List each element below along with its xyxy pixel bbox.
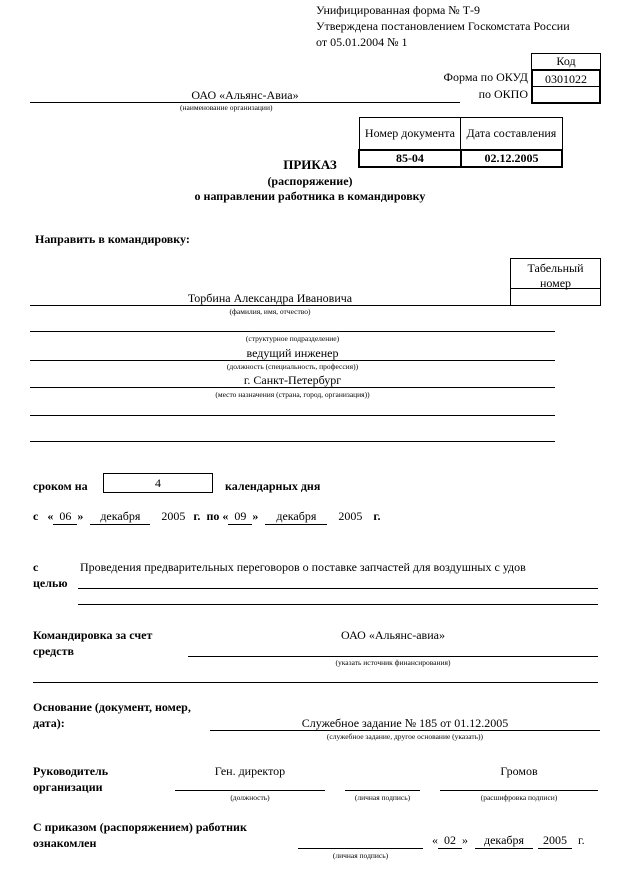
term-days-box: [103, 473, 213, 493]
department-caption: (структурное подразделение): [245, 334, 340, 343]
ack-year: 2005: [538, 833, 572, 849]
destination-value: г. Санкт-Петербург: [243, 373, 342, 387]
period-from-day: 06: [53, 509, 77, 525]
department-underline: [30, 331, 555, 332]
code-header: Код: [531, 53, 601, 70]
head-name: Громов: [500, 764, 538, 778]
ack-label-1: С приказом (распоряжением) работник: [33, 820, 247, 834]
basis-label-1: Основание (документ, номер,: [33, 700, 191, 714]
page-title: ПРИКАЗ: [283, 157, 337, 172]
ack-label-2: ознакомлен: [33, 836, 97, 850]
funding-label-2: средств: [33, 644, 74, 658]
period-row: с « 06 » декабря 2005 г. по « 09 » декабря 2005 г.: [33, 509, 381, 523]
form-header-line3: от 05.01.2004 № 1: [316, 35, 408, 49]
destination-underline: [30, 387, 555, 388]
tabel-number-header: Табельный номер: [527, 261, 584, 290]
ack-month: декабря: [475, 833, 533, 849]
organization-caption: (наименование организации): [180, 103, 273, 112]
purpose-underline-1: [78, 588, 598, 589]
doc-number-value: 85-04: [359, 150, 461, 167]
head-signature-line: [345, 790, 420, 791]
okpo-code-cell: [531, 86, 601, 104]
form-header-line1: Унифицированная форма № Т-9: [316, 3, 481, 17]
basis-caption: (служебное задание, другое основание (указать)): [326, 732, 484, 741]
form-header-line2: Утверждена постановлением Госкомстата России: [316, 19, 570, 33]
okud-code-cell: 0301022: [531, 69, 601, 87]
destination-extra-line-2: [30, 441, 555, 442]
funding-label-1: Командировка за счет: [33, 628, 153, 642]
head-name-caption: (расшифровка подписи): [480, 793, 558, 802]
employee-name-underline: [30, 305, 510, 306]
ack-date-row: « 02 » декабря 2005 г.: [432, 833, 585, 847]
organization-name: ОАО «Альянс-Авиа»: [191, 88, 299, 102]
head-name-underline: [440, 790, 598, 791]
period-to-day: 09: [228, 509, 252, 525]
destination-caption: (место назначения (страна, город, организация)): [215, 390, 370, 399]
head-position-caption: (должность): [230, 793, 270, 802]
okud-label: Форма по ОКУД: [443, 70, 528, 84]
head-position: Ген. директор: [214, 764, 286, 778]
position-underline: [30, 360, 555, 361]
position-value: ведущий инженер: [246, 346, 339, 360]
basis-value: Служебное задание № 185 от 01.12.2005: [301, 716, 509, 730]
employee-name: Торбина Александра Ивановича: [187, 291, 353, 305]
doc-number-header: Номер документа: [359, 118, 461, 150]
head-position-underline: [175, 790, 325, 791]
period-to-year: 2005: [338, 509, 363, 523]
funding-value: ОАО «Альянс-авиа»: [341, 628, 445, 642]
head-label-1: Руководитель: [33, 764, 109, 778]
doc-date-header: Дата составления: [461, 118, 562, 150]
term-unit: календарных дня: [225, 479, 321, 493]
head-label-2: организации: [33, 780, 103, 794]
term-days-value: 4: [155, 476, 161, 490]
funding-caption: (указать источник финансирования): [335, 658, 451, 667]
send-label: Направить в командировку:: [35, 232, 190, 246]
doc-date-value: 02.12.2005: [461, 150, 562, 167]
position-caption: (должность (специальность, профессия)): [226, 362, 359, 371]
basis-label-2: дата):: [33, 716, 65, 730]
period-to-month: декабря: [265, 509, 327, 525]
page-description: о направлении работника в командировку: [194, 189, 426, 203]
term-label: сроком на: [33, 479, 88, 493]
ack-signature-caption: (личная подпись): [332, 851, 389, 860]
destination-extra-line-1: [30, 415, 555, 416]
period-from-year: 2005: [161, 509, 186, 523]
head-signature-caption: (личная подпись): [354, 793, 411, 802]
employee-name-caption: (фамилия, имя, отчество): [229, 307, 311, 316]
purpose-underline-2: [78, 604, 598, 605]
okpo-label: по ОКПО: [478, 87, 528, 101]
purpose-label-2: целью: [33, 576, 68, 590]
funding-underline: [188, 656, 598, 657]
tabel-number-divider: [510, 288, 601, 306]
ack-signature-line: [298, 848, 423, 849]
funding-extra-line: [33, 682, 598, 683]
basis-underline: [210, 730, 600, 731]
page-subtitle: (распоряжение): [267, 174, 353, 188]
purpose-label-1: с: [33, 560, 39, 574]
ack-day: 02: [438, 833, 462, 849]
period-from-month: декабря: [90, 509, 150, 525]
purpose-text: Проведения предварительных переговоров о поставке запчастей для воздушных с удов: [80, 560, 526, 574]
